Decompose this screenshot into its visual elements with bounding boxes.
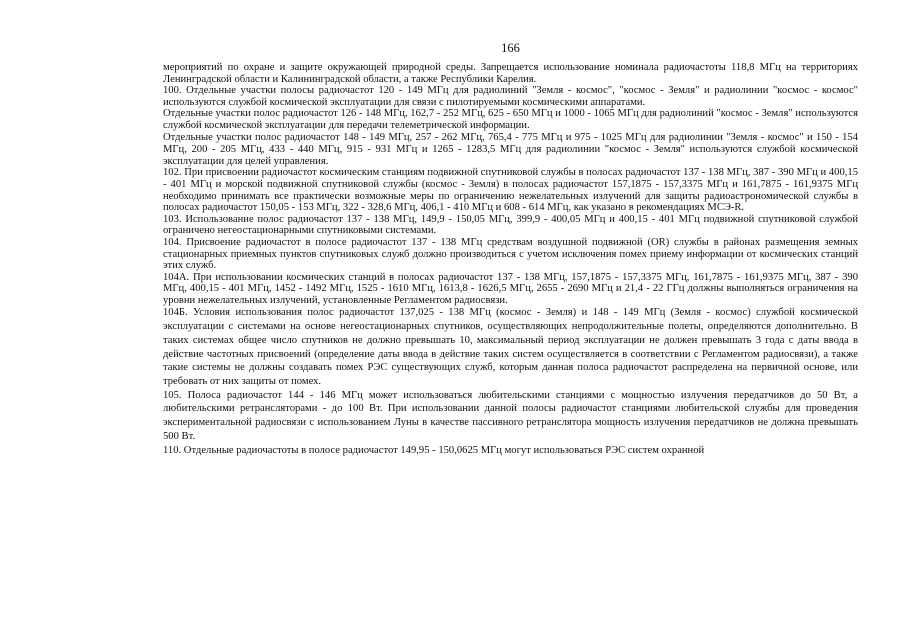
paragraph-100-telemetry: Отдельные участки полос радиочастот 126 - 148 МГц, 162,7 - 252 МГц, 625 - 650 МГц и 1000 - 1065 МГц для радиолиний "космос - Земля" используются службой космической эксплуатации для передачи телеметрической информации.: [163, 108, 858, 132]
document-page: [163, 40, 858, 457]
paragraph-104a: 104А. При использовании космических станций в полосах радиочастот 137 - 138 МГц, 157,1875 - 157,3375 МГц, 161,7875 - 161,9375 МГц, 387 - 390 МГц, 400,15 - 401 МГц, 1452 - 1492 МГц, 1525 - 1610 МГц, 1613,8 - 1626,5 МГц, 2655 - 2690 МГц и 21,4 - 22 ГГц должны выполняться ограничения на уровни нежелательных излучений, установленные Регламентом радиосвязи.: [163, 271, 858, 306]
paragraph-104: 104. Присвоение радиочастот в полосе радиочастот 137 - 138 МГц средствам воздушной подвижной (OR) службы в районах размещения земных стационарных приемных пунктов спутниковых служб должно производиться с учетом исключения помех приему информации от космических станций этих служб.: [163, 236, 858, 272]
paragraph-100-control: Отдельные участки полос радиочастот 148 - 149 МГц, 257 - 262 МГц, 765,4 - 775 МГц и 975 - 1025 МГц для радиолинии "Земля - космос" и 150 - 154 МГц, 200 - 205 МГц, 433 - 440 МГц, 915 - 931 МГц и 1265 - 1283,5 МГц для радиолинии "космос - Земля" используются службой космической эксплуатации для целей управления.: [163, 131, 858, 167]
paragraph-continuation: мероприятий по охране и защите окружающей природной среды. Запрещается использование номинала радиочастоты 118,8 МГц на территориях Ленинградской области и Калининградской области, а также Республики Карелия.: [163, 62, 858, 85]
paragraph-102: 102. При присвоении радиочастот космическим станциям подвижной спутниковой службы в полосах радиочастот 137 - 138 МГц, 387 - 390 МГц и 400,15 - 401 МГц и морской подвижной спутниковой службы (космос - Земля) в полосах радиочастот 157,1875 - 157,3375 МГц и 161,7875 - 161,9375 МГц необходимо принимать все практически возможные меры по ограничению нежелательных излучений для защиты радиоастрономической службы в полосах радиочастот 150,05 - 153 МГц, 322 - 328,6 МГц, 406,1 - 410 МГц и 608 - 614 МГц, как указано в рекомендациях МСЭ-R.: [163, 167, 858, 214]
paragraph-104b: 104Б. Условия использования полос радиочастот 137,025 - 138 МГц (космос - Земля) и 148 - 149 МГц (Земля - космос) службой космической эксплуатации с системами на основе негеостационарных спутников, осуществляющих непродолжительные полеты, определяются дополнительно. В таких системах общее число спутников не должно превышать 10, максимальный период эксплуатации не должен превышать 3 года с даты ввода в действие частотных присвоений (определение даты ввода в действие таких систем осуществляется в соответствии с Регламентом радиосвязи), а также такие системы не должны создавать помех РЭС существующих служб, которым данная полоса радиочастот распределена на первичной основе, или требовать от них защиты от помех.: [163, 307, 858, 387]
paragraph-110: 110. Отдельные радиочастоты в полосе радиочастот 149,95 - 150,0625 МГц могут использоваться РЭС систем охранной: [163, 444, 705, 456]
paragraph-100: 100. Отдельные участки полосы радиочастот 120 - 149 МГц для радиолиний "Земля - космос", "космос - Земля" и радиолинии "космос - космос" используются службой космической эксплуатации для связи с пилотируемыми космическими аппаратами.: [163, 85, 858, 108]
paragraph-103: 103. Использование полос радиочастот 137 - 138 МГц, 149,9 - 150,05 МГц, 399,9 - 400,05 МГц и 400,15 - 401 МГц подвижной спутниковой службой ограничено негеостационарными спутниковыми системами.: [163, 213, 858, 237]
paragraph-105: 105. Полоса радиочастот 144 - 146 МГц может использоваться любительскими станциями с мощностью излучения передатчиков до 50 Вт, а любительскими ретрансляторами - до 100 Вт. При использовании данной полосы радиочастот станциями любительской службы для проведения экспериментальной радиосвязи с использованием Луны в качестве пассивного ретранслятора мощность излучения передатчиков не должна превышать 500 Вт.: [163, 389, 858, 442]
page-number: 166: [501, 41, 520, 55]
